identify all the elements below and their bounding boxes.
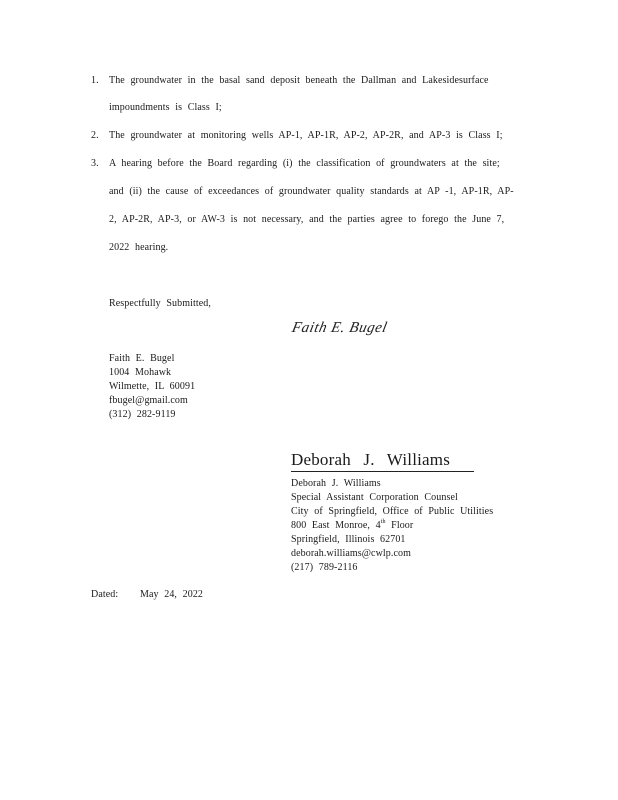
signature-underline	[291, 471, 474, 472]
item-2-number: 2.	[91, 130, 99, 141]
sig1-email: fbugel@gmail.com	[109, 395, 188, 406]
item-3-line-1: A hearing before the Board regarding (i) the classification of groundwaters at the site;	[109, 158, 500, 169]
sig1-name: Faith E. Bugel	[109, 353, 175, 364]
sig2-office: City of Springfield, Office of Public Utilities	[291, 506, 494, 517]
sig2-address-sup: th	[380, 519, 386, 525]
sig1-phone: (312) 282-9119	[109, 409, 176, 420]
sig1-street: 1004 Mohawk	[109, 367, 172, 378]
item-1-line-2: impoundments is Class I;	[109, 102, 222, 113]
item-2-line-1: The groundwater at monitoring wells AP-1, AP-1R, AP-2, AP-2R, and AP-3 is Class I;	[109, 130, 503, 141]
sig2-address-suffix: Floor	[385, 520, 414, 531]
sig2-city: Springfield, Illinois 62701	[291, 534, 406, 545]
item-1-number: 1.	[91, 75, 99, 86]
closing-text: Respectfully Submitted,	[109, 298, 211, 309]
item-1-line-1: The groundwater in the basal sand deposit beneath the Dallman and Lakesidesurface	[109, 75, 489, 86]
item-3-number: 3.	[91, 158, 99, 169]
sig2-address	[291, 519, 493, 533]
signature-block-2	[291, 477, 493, 575]
dated-label: Dated:	[91, 589, 119, 600]
sig2-title: Special Assistant Corporation Counsel	[291, 492, 458, 503]
sig2-phone: (217) 789-2116	[291, 562, 358, 573]
dated-value: May 24, 2022	[140, 589, 204, 600]
sig2-email: deborah.williams@cwlp.com	[291, 548, 412, 559]
typed-signature: Deborah J. Williams	[291, 450, 451, 469]
item-3-line-4: 2022 hearing.	[109, 242, 169, 253]
sig2-address-prefix: 800 East Monroe, 4	[291, 520, 381, 531]
handwritten-signature: Faith E. Bugel	[290, 320, 389, 336]
sig2-name: Deborah J. Williams	[291, 478, 381, 489]
item-3-line-3: 2, AP-2R, AP-3, or AW-3 is not necessary, and the parties agree to forego the June 7,	[109, 214, 505, 225]
signature-block-1	[109, 352, 195, 422]
sig1-city: Wilmette, IL 60091	[109, 381, 196, 392]
item-3-line-2: and (ii) the cause of exceedances of groundwater quality standards at AP -1, AP-1R, AP-	[109, 186, 514, 197]
